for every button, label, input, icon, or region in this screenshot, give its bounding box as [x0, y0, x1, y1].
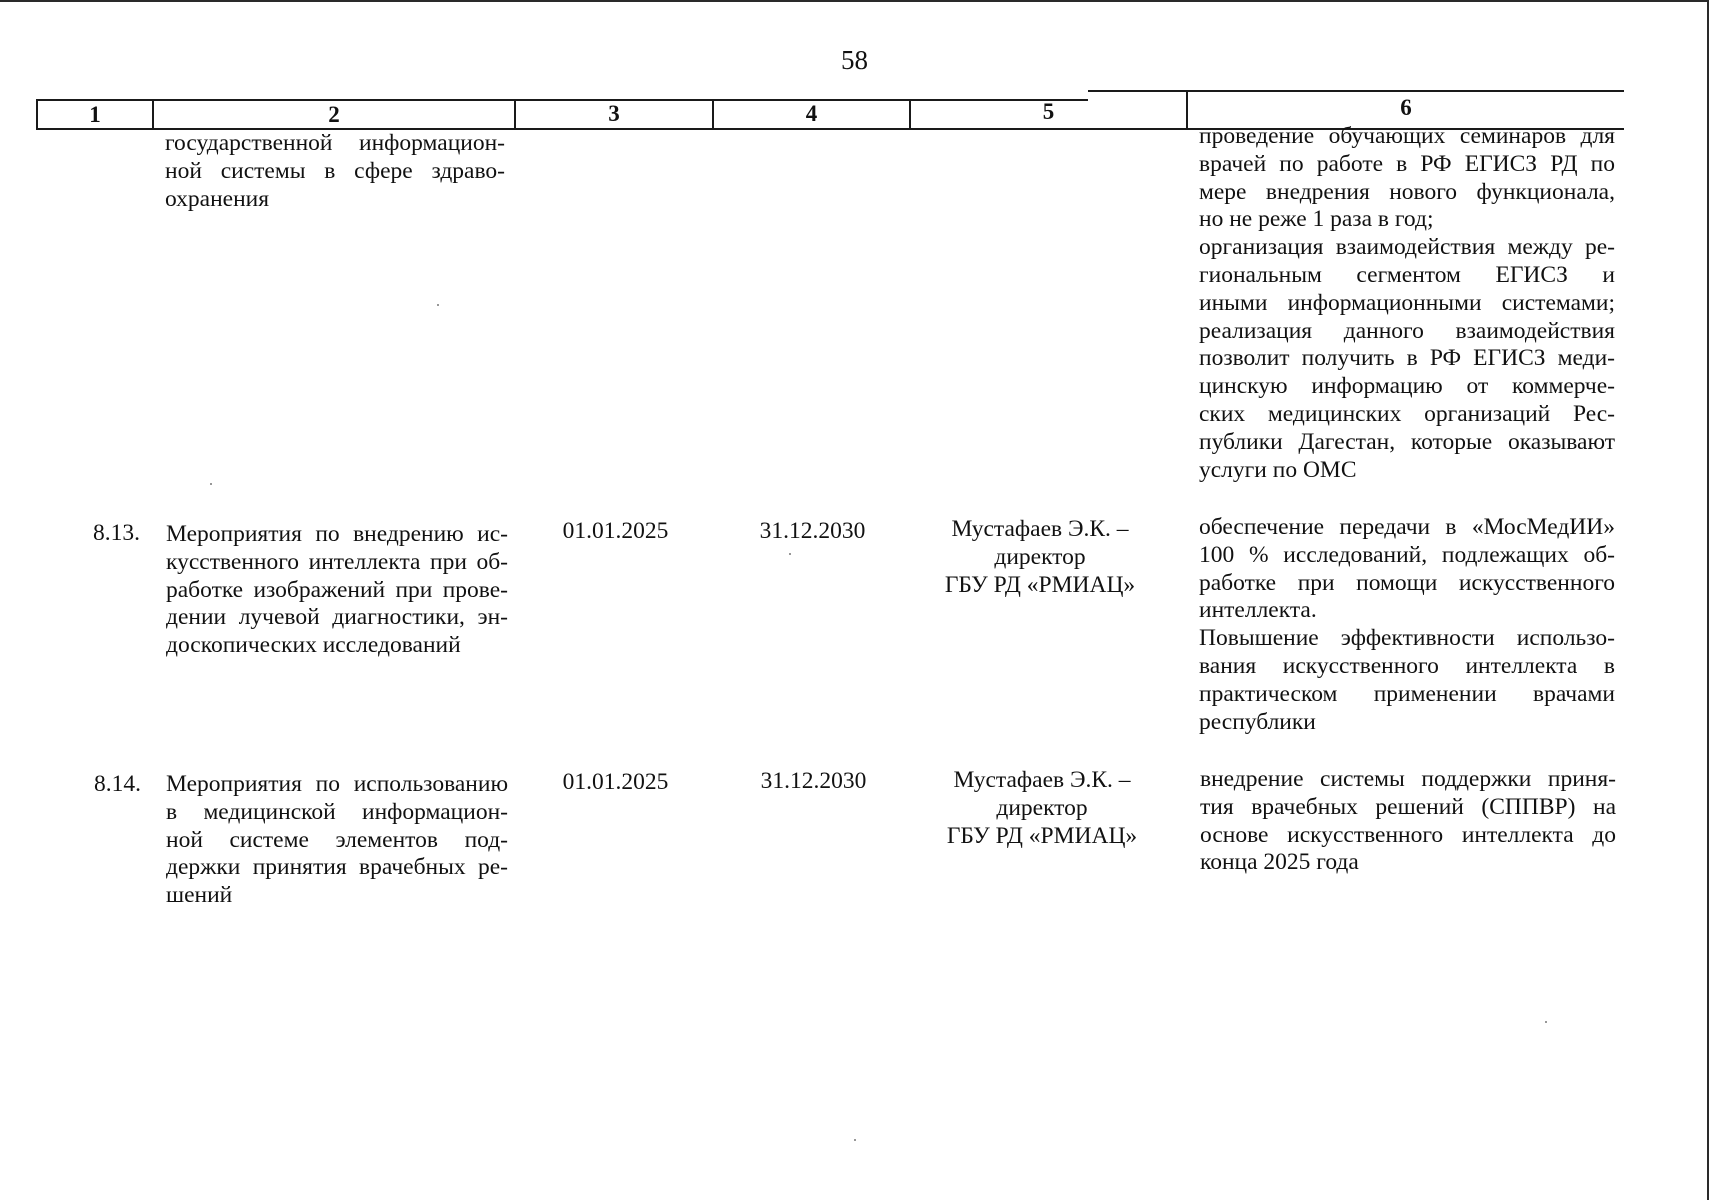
text-line: Мустафаев Э.К. –: [953, 767, 1131, 793]
text-line: Мустафаев Э.К. –: [951, 516, 1129, 542]
text-line: внедрение системы поддержки приня-: [1200, 766, 1616, 792]
row-number: 8.14.: [94, 771, 141, 797]
text-line: цинскую информацию от коммерче-: [1199, 373, 1615, 400]
row-end-date: 31.12.2030: [759, 518, 866, 544]
text-line: ГБУ РД «РМИАЦ»: [946, 822, 1138, 849]
header-col-2: 2: [328, 102, 340, 127]
scan-speck: [210, 483, 212, 485]
scan-speck: [437, 304, 439, 306]
text-line: работке при помощи искусственного: [1199, 569, 1615, 596]
text-line: ной системы в сфере здраво-: [165, 157, 505, 184]
text-line: 100 % исследований, подлежащих об-: [1199, 541, 1615, 568]
scan-speck: [789, 553, 791, 555]
row-result-text: [1199, 514, 1615, 736]
text-line: директор: [996, 794, 1088, 821]
row-responsible: [927, 767, 1157, 850]
header-col-4: 4: [805, 101, 818, 126]
row-event-text: [166, 521, 508, 660]
row-start-date: 01.01.2025: [562, 518, 669, 544]
text-line: шений: [166, 882, 233, 909]
page-number: 58: [841, 45, 868, 75]
row-result-text: [1200, 766, 1616, 877]
text-line: организация взаимодействия между ре-: [1199, 234, 1615, 261]
text-line: иными информационными системами;: [1199, 289, 1615, 316]
text-line: ГБУ РД «РМИАЦ»: [944, 571, 1136, 598]
text-line: проведение обучающих семинаров для: [1199, 123, 1615, 149]
text-line: вания искусственного интеллекта в: [1199, 652, 1615, 679]
text-line: врачей по работе в РФ ЕГИСЗ РД по: [1199, 150, 1615, 177]
text-line: обеспечение передачи в «МосМедИИ»: [1199, 514, 1615, 540]
row-event-text: [166, 771, 508, 910]
text-line: мере внедрения нового функционала,: [1199, 178, 1615, 205]
continuation-event-text: [165, 130, 505, 213]
scan-speck: [1545, 1021, 1547, 1023]
page-edge-top: [0, 0, 1709, 2]
text-line: основе искусственного интеллекта до: [1200, 821, 1616, 848]
text-line: в медицинской информацион-: [166, 798, 508, 825]
text-line: позволит получить в РФ ЕГИСЗ меди-: [1199, 345, 1615, 372]
text-line: но не реже 1 раза в год;: [1199, 206, 1434, 233]
text-line: директор: [994, 543, 1086, 570]
text-line: Мероприятия по внедрению ис-: [166, 521, 508, 547]
text-line: республики: [1199, 708, 1316, 735]
text-line: доскопических исследований: [166, 632, 461, 659]
row-start-date: 01.01.2025: [562, 769, 669, 795]
continuation-result-text: [1199, 123, 1615, 484]
row-end-date: 31.12.2030: [760, 768, 867, 794]
text-line: интеллекта.: [1199, 597, 1317, 624]
header-col-3: 3: [608, 101, 620, 126]
row-responsible: [925, 516, 1155, 599]
text-line: дении лучевой диагностики, эн-: [166, 604, 508, 631]
text-line: публики Дагестан, которые оказывают: [1199, 428, 1615, 455]
text-line: практическом применении врачами: [1199, 680, 1615, 707]
scan-speck: [854, 1139, 856, 1141]
text-line: держки принятия врачебных ре-: [166, 854, 508, 881]
text-line: государственной информацион-: [165, 130, 505, 156]
header-col-6: 6: [1400, 95, 1412, 120]
text-line: конца 2025 года: [1200, 849, 1359, 876]
text-line: кусственного интеллекта при об-: [166, 548, 508, 575]
text-line: Мероприятия по использованию: [166, 771, 508, 797]
header-col-5: 5: [1042, 99, 1055, 124]
text-line: ских медицинских организаций Рес-: [1199, 400, 1615, 427]
text-line: тия врачебных решений (СППВР) на: [1200, 793, 1616, 820]
text-line: Повышение эффективности использо-: [1199, 625, 1615, 652]
text-line: ной системе элементов под-: [166, 826, 508, 853]
text-line: услуги по ОМС: [1199, 456, 1357, 483]
text-line: охранения: [165, 185, 270, 212]
text-line: реализация данного взаимодействия: [1199, 317, 1615, 344]
header-col-1: 1: [89, 102, 101, 127]
text-line: гиональным сегментом ЕГИСЗ и: [1199, 261, 1615, 288]
text-line: работке изображений при прове-: [166, 576, 508, 603]
row-number: 8.13.: [93, 520, 140, 546]
